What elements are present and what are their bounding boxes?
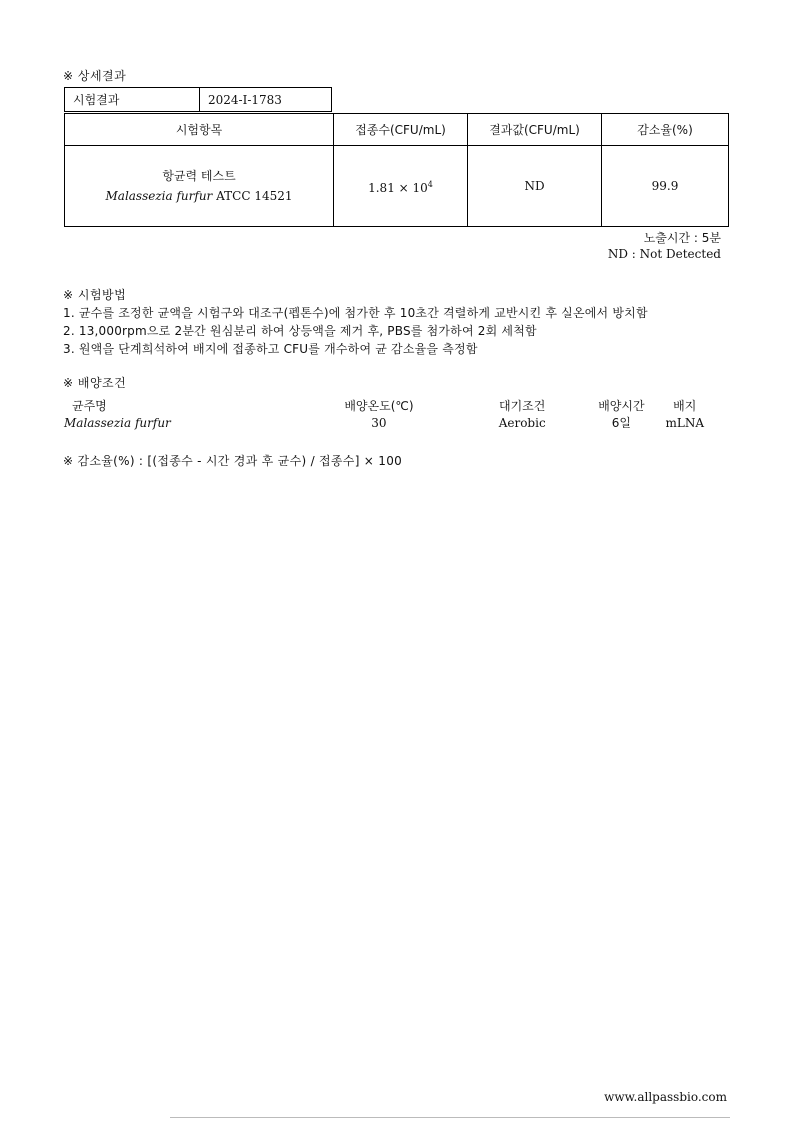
nd-note: ND : Not Detected <box>607 247 721 261</box>
culture-value-row <box>64 414 704 431</box>
exposure-note: 노출시간 : 5분 <box>643 231 721 245</box>
footer-divider <box>170 1117 730 1118</box>
test-organism <box>66 186 332 206</box>
culture-header-temp: 배양온도(℃) <box>344 399 414 413</box>
culture-atmosphere-value: Aerobic <box>498 415 546 430</box>
method-step-2: 2. 13,000rpm으로 2분간 원심분리 하여 상등액을 제거 후, PBS를 첨가하여 2회 세척함 <box>63 324 537 338</box>
method-step-1: 1. 균수를 조정한 균액을 시험구와 대조구(펩톤수)에 첨가한 후 10초간 격렬하게 교반시킨 후 실온에서 방치함 <box>63 306 648 320</box>
detail-section-title: ※ 상세결과 <box>63 69 127 83</box>
culture-header-row <box>64 397 704 414</box>
inoculum-exponent: 4 <box>427 179 433 189</box>
reduction-formula: ※ 감소율(%) : [(접종수 - 시간 경과 후 균수) / 접종수] × 100 <box>63 454 403 468</box>
culture-strain-value: Malassezia furfur <box>64 415 171 430</box>
culture-table <box>64 397 704 431</box>
culture-temp-value: 30 <box>371 415 387 430</box>
reduction-value: 99.9 <box>602 146 729 227</box>
result-table-header <box>65 114 729 146</box>
organism-name: Malassezia furfur <box>105 189 213 203</box>
method-section-title: ※ 시험방법 <box>63 288 127 302</box>
culture-section-title: ※ 배양조건 <box>63 376 127 390</box>
culture-header-strain: 균주명 <box>72 399 107 413</box>
inoculum-value: 1.81 × 10 <box>368 180 428 195</box>
result-table <box>64 113 729 227</box>
culture-header-atmosphere: 대기조건 <box>499 399 546 413</box>
header-test-item: 시험항목 <box>65 114 334 146</box>
result-id-value: 2024-I-1783 <box>200 88 332 112</box>
method-step-3: 3. 원액을 단계희석하여 배지에 접종하고 CFU를 개수하여 균 감소율을 측정함 <box>63 342 478 356</box>
footer-url: www.allpassbio.com <box>604 1090 727 1104</box>
test-item-cell <box>65 146 334 227</box>
culture-header-medium: 배지 <box>673 399 697 413</box>
header-result: 결과값(CFU/mL) <box>468 114 602 146</box>
header-reduction: 감소율(%) <box>602 114 729 146</box>
header-inoculum: 접종수(CFU/mL) <box>334 114 468 146</box>
strain-id: ATCC 14521 <box>216 189 293 203</box>
result-value: ND <box>468 146 602 227</box>
inoculum-cell <box>334 146 468 227</box>
method-list <box>63 304 648 358</box>
table-row <box>65 146 729 227</box>
result-id-label: 시험결과 <box>65 88 200 112</box>
result-id-table <box>64 87 332 112</box>
test-item-name: 항균력 테스트 <box>162 169 236 183</box>
culture-header-time: 배양시간 <box>598 399 645 413</box>
culture-time-value: 6일 <box>611 416 631 430</box>
culture-medium-value: mLNA <box>665 415 704 430</box>
